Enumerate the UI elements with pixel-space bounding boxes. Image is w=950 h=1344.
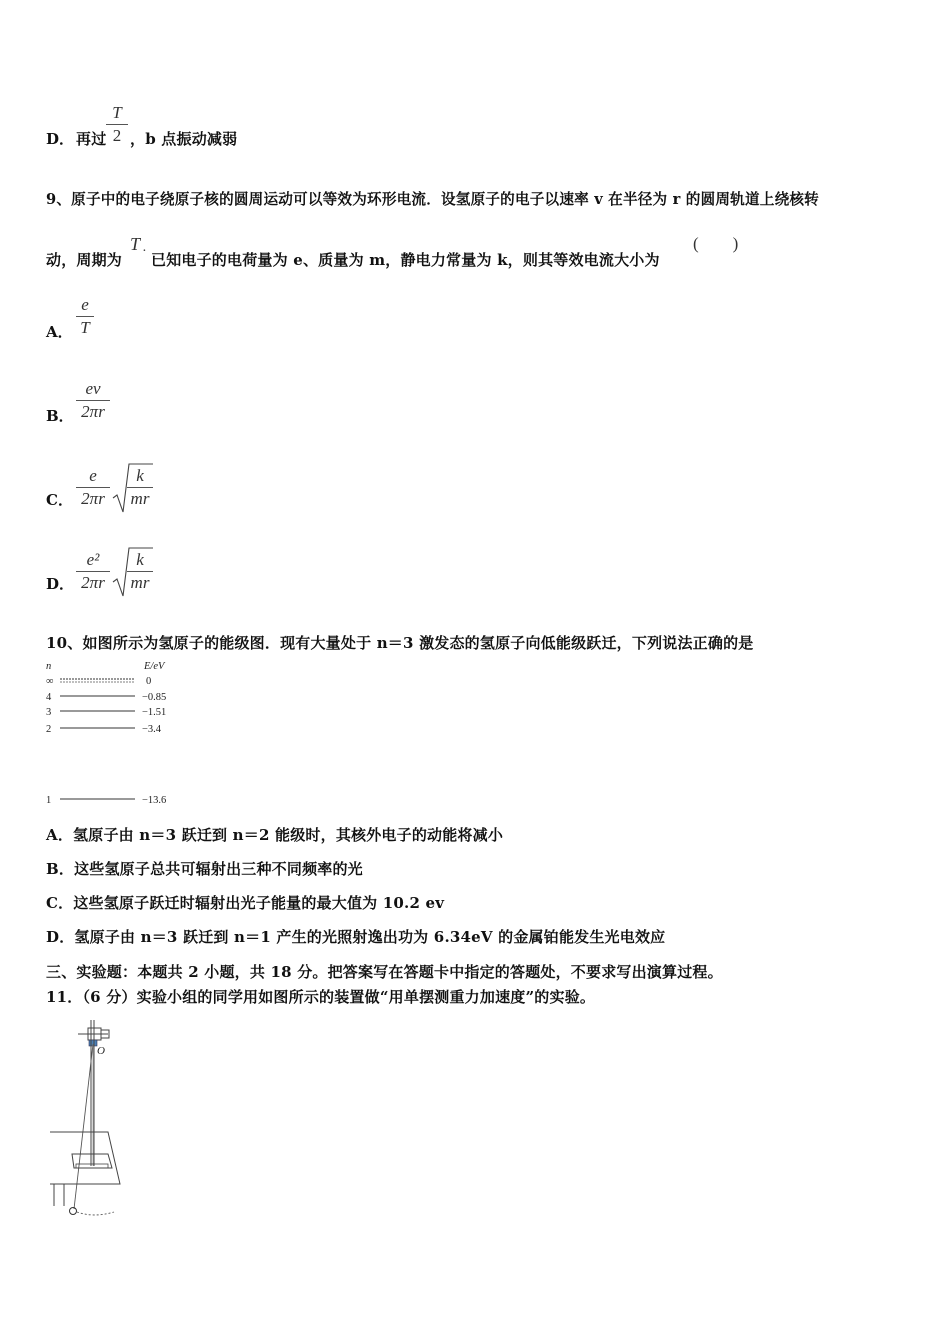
fraction-denominator: T — [76, 316, 94, 339]
pendulum-bob — [70, 1208, 77, 1215]
level-energy-label: −1.51 — [142, 707, 167, 718]
q9-option-b-fraction — [76, 378, 110, 423]
q9-option-c-label: C． — [46, 491, 73, 509]
fraction-numerator: T — [112, 103, 122, 122]
q9-option-a-fraction — [76, 294, 94, 339]
q9-answer-bracket: ( ) — [693, 234, 739, 253]
q10-option-c: C．这些氢原子跃迁时辐射出光子能量的最大值为 10.2 ev — [46, 894, 445, 912]
q8-option-d-post: ，b 点振动减弱 — [130, 130, 238, 148]
q8-option-d-fraction — [106, 102, 128, 147]
fraction-numerator: e² — [86, 550, 100, 569]
diagram-n-header: n — [46, 661, 52, 672]
level-energy-label: 0 — [146, 676, 152, 687]
energy-level-diagram — [40, 656, 190, 814]
energy-level-1 — [46, 795, 166, 806]
q9-option-d-label: D． — [46, 575, 75, 593]
fraction-numerator: ev — [85, 379, 101, 398]
level-energy-label: −13.6 — [142, 795, 167, 806]
q10-option-d: D．氢原子由 n＝3 跃迁到 n＝1 产生的光照射逸出功为 6.34eV 的金属铂能发生光电效应 — [46, 928, 666, 946]
q11-stem: 11．（6 分）实验小组的同学用如图所示的装置做“用单摆测重力加速度”的实验。 — [46, 988, 596, 1006]
level-energy-label: −0.85 — [142, 692, 167, 703]
level-n-label: 4 — [46, 692, 52, 703]
level-n-label: 1 — [46, 795, 52, 806]
fraction-denominator: mr — [127, 487, 153, 510]
level-energy-label: −3.4 — [142, 724, 162, 735]
swing-arc — [77, 1212, 114, 1215]
level-n-label: 2 — [46, 724, 52, 735]
level-n-label: ∞ — [46, 676, 54, 687]
stand-base-plate — [76, 1164, 108, 1168]
q9-option-a-label: A． — [46, 323, 73, 341]
energy-level-4 — [46, 692, 166, 703]
pendulum-apparatus-figure — [46, 1016, 136, 1218]
q8-option-d-label: D． — [46, 130, 75, 148]
section-3-heading: 三、实验题：本题共 2 小题，共 18 分。把答案写在答题卡中指定的答题处，不要求写出演算过程。 — [46, 963, 723, 981]
q8-option-d-pre: 再过 — [76, 130, 107, 148]
q9-option-d-fraction — [76, 549, 110, 594]
diagram-e-header: E/eV — [144, 661, 165, 672]
q9-stem-line2-post: 已知电子的电荷量为 e、质量为 m，静电力常量为 k，则其等效电流大小为 — [151, 251, 660, 269]
q9-period-dot: . — [143, 240, 147, 255]
q10-option-b: B．这些氢原子总共可辐射出三种不同频率的光 — [46, 860, 363, 878]
fraction-denominator: 2πr — [76, 487, 110, 510]
energy-level-inf — [46, 676, 151, 687]
fraction-denominator: 2πr — [76, 571, 110, 594]
fraction-denominator: mr — [127, 571, 153, 594]
q9-option-d-radicand — [127, 549, 153, 594]
stand-base — [72, 1154, 112, 1168]
level-n-label: 3 — [46, 707, 52, 718]
fraction-numerator: k — [136, 466, 144, 485]
q10-option-a: A．氢原子由 n＝3 跃迁到 n＝2 能级时，其核外电子的动能将减小 — [46, 826, 504, 844]
q9-option-c-fraction — [76, 465, 110, 510]
q9-stem-line1: 9、原子中的电子绕原子核的圆周运动可以等效为环形电流．设氢原子的电子以速率 v 在半径为 r 的圆周轨道上绕核转 — [46, 191, 819, 208]
energy-level-2 — [46, 724, 162, 735]
pivot-label: O — [97, 1045, 105, 1057]
q10-stem: 10、如图所示为氢原子的能级图．现有大量处于 n＝3 激发态的氢原子向低能级跃迁，下列说法正确的是 — [46, 634, 754, 652]
q9-option-b-label: B． — [46, 407, 74, 425]
q9-option-c-radicand — [127, 465, 153, 510]
fraction-numerator: e — [81, 295, 89, 314]
q9-period-symbol: T — [130, 234, 141, 254]
q9-stem-line2-pre: 动，周期为 — [46, 251, 123, 269]
fraction-denominator: 2 — [106, 124, 128, 147]
fraction-numerator: e — [89, 466, 97, 485]
fraction-numerator: k — [136, 550, 144, 569]
fraction-denominator: 2πr — [76, 400, 110, 423]
energy-level-3 — [46, 707, 166, 718]
